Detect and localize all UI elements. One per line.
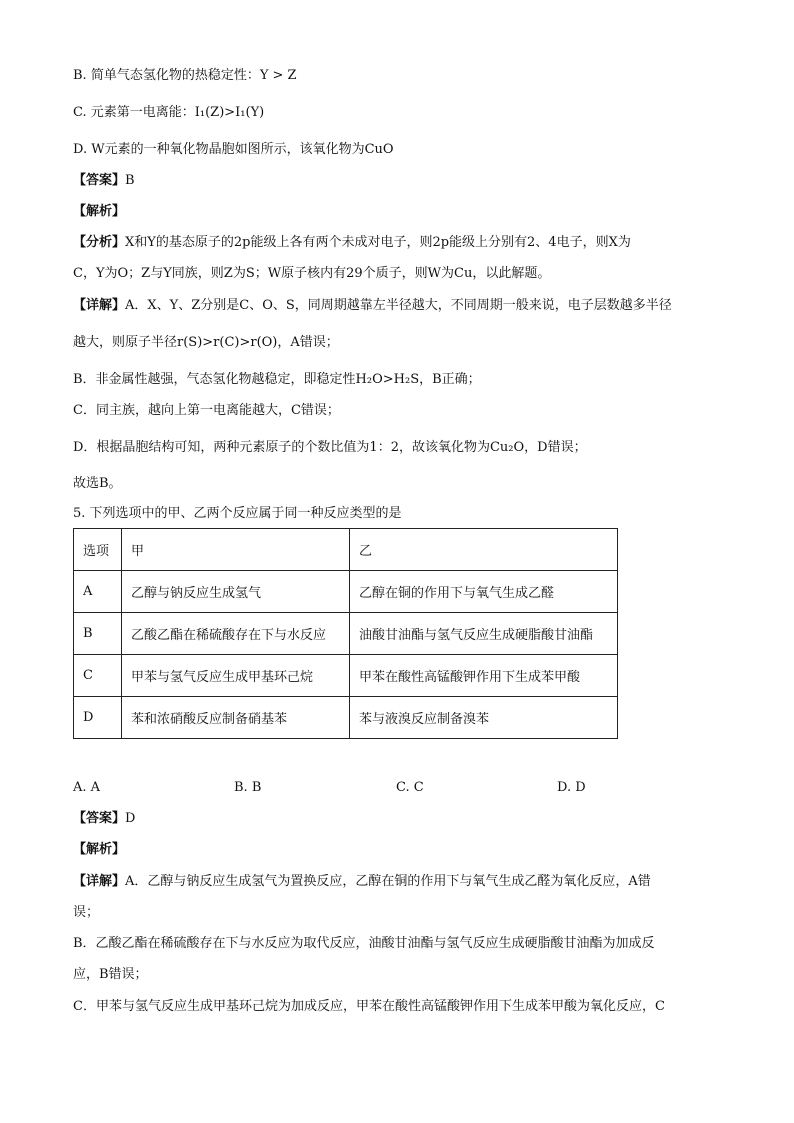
table-header-cell: 乙 bbox=[350, 529, 618, 571]
option-c-label: C. 元素第一电离能： bbox=[73, 105, 195, 120]
fenxi-text-1: X和Y的基态原子的2p能级上各有两个未成对电子，则2p能级上分别有2、4电子，则X为 bbox=[125, 235, 631, 250]
detail-text-a1: A．乙醇与钠反应生成氢气为置换反应，乙醇在铜的作用下与氧气生成乙醛为氧化反应，A错 bbox=[125, 874, 651, 889]
table-row bbox=[74, 571, 618, 613]
xiangjie-line-a1 bbox=[73, 297, 672, 315]
xiangjie-line-b: B．非金属性越强，气态氢化物越稳定，即稳定性H₂O>H₂S，B正确； bbox=[73, 372, 481, 387]
table-header-row bbox=[74, 529, 618, 571]
choice-a: A. A bbox=[73, 780, 101, 795]
fenxi-line-1 bbox=[73, 234, 631, 252]
detail-line-b2: 应，B错误； bbox=[73, 967, 148, 982]
table-cell: 苯和浓硝酸反应制备硝基苯 bbox=[122, 697, 350, 739]
table-cell: A bbox=[74, 571, 122, 613]
table-header-cell: 选项 bbox=[74, 529, 122, 571]
answer-5 bbox=[73, 810, 135, 828]
table-cell: 乙醇与钠反应生成氢气 bbox=[122, 571, 350, 613]
table-cell: 甲苯在酸性高锰酸钾作用下生成苯甲酸 bbox=[350, 655, 618, 697]
option-d-text: D. W元素的一种氧化物晶胞如图所示，该氧化物为CuO bbox=[73, 142, 394, 157]
table-cell: B bbox=[74, 613, 122, 655]
table-row bbox=[74, 697, 618, 739]
detail-line-c1: C．甲苯与氢气反应生成甲基环己烷为加成反应，甲苯在酸性高锰酸钾作用下生成苯甲酸为氧化反应，C bbox=[73, 999, 665, 1014]
question-5-table bbox=[73, 528, 618, 739]
table-cell: 乙醇在铜的作用下与氧气生成乙醛 bbox=[350, 571, 618, 613]
xiangjie-tag: 【详解】 bbox=[73, 874, 126, 889]
answer-value: B bbox=[125, 173, 135, 188]
xiangjie-line-a2: 越大，则原子半径r(S)>r(C)>r(O)，A错误； bbox=[73, 335, 339, 350]
xiangjie-line-d: D．根据晶胞结构可知，两种元素原子的个数比值为1：2，故该氧化物为Cu₂O，D错误； bbox=[73, 440, 587, 455]
ionization-formula: I₁(Z)>I₁(Y) bbox=[194, 105, 265, 120]
answer-4 bbox=[73, 172, 135, 190]
choice-d: D. D bbox=[557, 780, 586, 795]
table-cell: 苯与液溴反应制备溴苯 bbox=[350, 697, 618, 739]
answer-tag: 【答案】 bbox=[73, 173, 126, 188]
detail-line-a1 bbox=[73, 873, 651, 891]
xiangjie-tag: 【详解】 bbox=[73, 298, 126, 313]
fenxi-tag: 【分析】 bbox=[73, 235, 126, 250]
table-cell: 乙酸乙酯在稀硫酸存在下与水反应 bbox=[122, 613, 350, 655]
conclusion-line: 故选B。 bbox=[73, 476, 122, 491]
detail-line-a2: 误； bbox=[73, 905, 100, 920]
table-cell: 油酸甘油酯与氢气反应生成硬脂酸甘油酯 bbox=[350, 613, 618, 655]
answer-tag: 【答案】 bbox=[73, 811, 126, 826]
xiangjie-text-a1: A．X、Y、Z分别是C、O、S，同周期越靠左半径越大，不同周期一般来说，电子层数越多半径 bbox=[125, 298, 672, 313]
question-5-stem: 5. 下列选项中的甲、乙两个反应属于同一种反应类型的是 bbox=[73, 506, 402, 521]
analysis-heading: 【解析】 bbox=[73, 842, 126, 857]
fenxi-line-2: C，Y为O；Z与Y同族，则Z为S；W原子核内有29个质子，则W为Cu，以此解题。 bbox=[73, 266, 551, 281]
answer-value: D bbox=[125, 811, 136, 826]
option-c-text bbox=[73, 104, 264, 122]
table-cell: D bbox=[74, 697, 122, 739]
table-header-cell: 甲 bbox=[122, 529, 350, 571]
table-cell: 甲苯与氢气反应生成甲基环己烷 bbox=[122, 655, 350, 697]
option-b-text: B. 简单气态氢化物的热稳定性：Y > Z bbox=[73, 68, 297, 83]
table-cell: C bbox=[74, 655, 122, 697]
detail-line-b1: B．乙酸乙酯在稀硫酸存在下与水反应为取代反应，油酸甘油酯与氢气反应生成硬脂酸甘油酯为加成反 bbox=[73, 936, 655, 951]
table-row bbox=[74, 613, 618, 655]
xiangjie-line-c: C．同主族，越向上第一电离能越大，C错误； bbox=[73, 403, 340, 418]
choice-b: B. B bbox=[234, 780, 262, 795]
table-row bbox=[74, 655, 618, 697]
choice-c: C. C bbox=[396, 780, 424, 795]
analysis-heading: 【解析】 bbox=[73, 204, 126, 219]
